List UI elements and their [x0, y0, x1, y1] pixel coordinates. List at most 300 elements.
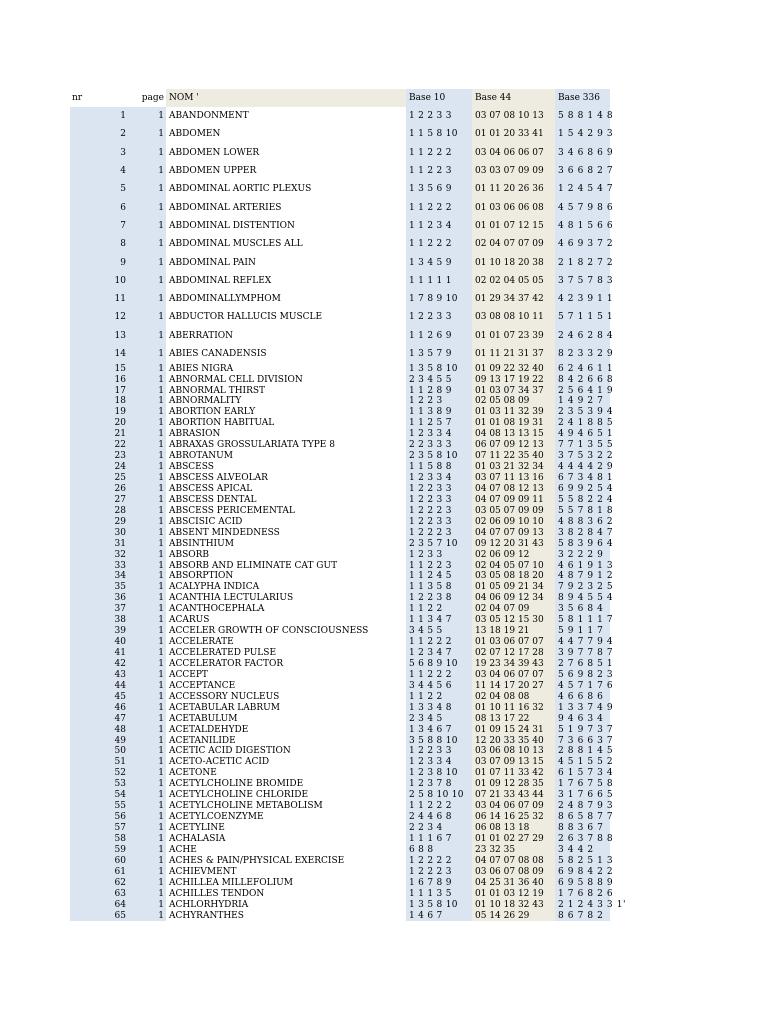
cell-nr: 13: [70, 327, 130, 345]
cell-page: 1: [130, 779, 166, 790]
cell-base44: 03 07 09 13 15: [472, 757, 555, 768]
cell-base10: 1 2 2 3: [406, 396, 472, 407]
table-row: [70, 669, 610, 680]
cell-page: 1: [130, 691, 166, 702]
cell-base336: 3 4 4 2: [555, 844, 610, 855]
cell-nr: 61: [70, 866, 130, 877]
cell-base336: 2 8 8 1 4 5: [555, 746, 610, 757]
cell-nom: ABNORMAL CELL DIVISION: [166, 374, 406, 385]
table-row: [70, 582, 610, 593]
cell-page: 1: [130, 180, 166, 198]
cell-base44: 02 04 07 07 09: [472, 235, 555, 253]
cell-page: 1: [130, 308, 166, 326]
cell-base336: 2 4 1 8 8 5: [555, 418, 610, 429]
cell-base44: 05 14 26 29: [472, 910, 555, 921]
table-row: [70, 418, 610, 429]
cell-page: 1: [130, 407, 166, 418]
table-row: [70, 144, 610, 162]
cell-page: 1: [130, 735, 166, 746]
table-row: [70, 290, 610, 308]
cell-base336: 2 3 5 3 9 4: [555, 407, 610, 418]
cell-nr: 58: [70, 833, 130, 844]
cell-base44: 01 11 20 26 36: [472, 180, 555, 198]
cell-base44: 03 08 08 10 11: [472, 308, 555, 326]
cell-nom: ACETO-ACETIC ACID: [166, 757, 406, 768]
cell-nom: ABDOMINAL REFLEX: [166, 272, 406, 290]
cell-base44: 03 06 07 08 09: [472, 866, 555, 877]
cell-base44: 02 04 08 08: [472, 691, 555, 702]
cell-base44: 03 05 12 15 30: [472, 615, 555, 626]
cell-nom: ACCESSORY NUCLEUS: [166, 691, 406, 702]
cell-page: 1: [130, 272, 166, 290]
cell-page: 1: [130, 144, 166, 162]
cell-base10: 1 2 2 3 3: [406, 746, 472, 757]
cell-nom: ABORTION HABITUAL: [166, 418, 406, 429]
cell-base10: 1 1 3 8 9: [406, 407, 472, 418]
cell-nr: 11: [70, 290, 130, 308]
cell-nr: 3: [70, 144, 130, 162]
cell-nom: ABDOMINAL ARTERIES: [166, 198, 406, 216]
cell-page: 1: [130, 866, 166, 877]
cell-base44: 02 04 07 09: [472, 604, 555, 615]
table-row: [70, 345, 610, 363]
cell-page: 1: [130, 473, 166, 484]
cell-base336: 4 5 1 5 5 2: [555, 757, 610, 768]
cell-base44: 01 05 09 21 34: [472, 582, 555, 593]
cell-page: 1: [130, 505, 166, 516]
cell-base44: 01 29 34 37 42: [472, 290, 555, 308]
cell-nom: ABDOMEN LOWER: [166, 144, 406, 162]
cell-nom: ABANDONMENT: [166, 107, 406, 125]
cell-page: 1: [130, 327, 166, 345]
table-row: [70, 505, 610, 516]
cell-page: 1: [130, 374, 166, 385]
cell-nr: 16: [70, 374, 130, 385]
table-row: [70, 308, 610, 326]
cell-page: 1: [130, 757, 166, 768]
table-row: [70, 702, 610, 713]
cell-page: 1: [130, 217, 166, 235]
cell-base10: 1 2 3 8 10: [406, 768, 472, 779]
cell-base336: 6 9 8 4 2 2: [555, 866, 610, 877]
cell-nr: 55: [70, 801, 130, 812]
cell-base336: 4 2 3 9 1 1: [555, 290, 610, 308]
cell-nr: 29: [70, 516, 130, 527]
cell-base10: 1 3 5 6 9: [406, 180, 472, 198]
table-row: [70, 735, 610, 746]
cell-nr: 32: [70, 549, 130, 560]
cell-nr: 53: [70, 779, 130, 790]
cell-nom: ABRAXAS GROSSULARIATA TYPE 8: [166, 440, 406, 451]
cell-base44: 04 25 31 36 40: [472, 877, 555, 888]
cell-page: 1: [130, 877, 166, 888]
table-row: [70, 235, 610, 253]
cell-page: 1: [130, 680, 166, 691]
cell-nr: 20: [70, 418, 130, 429]
table-row: [70, 604, 610, 615]
table-row: [70, 560, 610, 571]
cell-nr: 12: [70, 308, 130, 326]
cell-base10: 2 5 8 10 10: [406, 790, 472, 801]
cell-base336: 4 6 6 8 6: [555, 691, 610, 702]
cell-base10: 1 1 1 3 5: [406, 888, 472, 899]
cell-page: 1: [130, 107, 166, 125]
cell-base44: 11 14 17 20 27: [472, 680, 555, 691]
cell-page: 1: [130, 429, 166, 440]
column-header-base336: Base 336: [555, 89, 610, 107]
cell-base336: 1 7 6 8 2 6: [555, 888, 610, 899]
cell-base336: 5 7 1 1 5 1: [555, 308, 610, 326]
cell-base10: 1 2 3 3 4: [406, 757, 472, 768]
cell-base10: 1 1 2 2 2: [406, 669, 472, 680]
cell-base10: 1 2 2 2 2: [406, 855, 472, 866]
table-row: [70, 162, 610, 180]
cell-base336: 3 9 7 7 8 7: [555, 648, 610, 659]
table-row: [70, 680, 610, 691]
cell-base336: 5 5 7 8 1 8: [555, 505, 610, 516]
cell-base10: 1 2 3 3 4: [406, 429, 472, 440]
cell-page: 1: [130, 790, 166, 801]
cell-nom: ACHILLEA MILLEFOLIUM: [166, 877, 406, 888]
cell-base10: 1 3 3 4 8: [406, 702, 472, 713]
cell-base44: 01 03 21 32 34: [472, 462, 555, 473]
cell-nr: 49: [70, 735, 130, 746]
cell-base10: 1 2 3 4 7: [406, 648, 472, 659]
cell-nom: ACANTHOCEPHALA: [166, 604, 406, 615]
cell-nom: ABSENT MINDEDNESS: [166, 527, 406, 538]
cell-base10: 1 2 2 3 3: [406, 494, 472, 505]
cell-base44: 03 03 07 09 09: [472, 162, 555, 180]
cell-base10: 1 2 2 2 3: [406, 505, 472, 516]
cell-page: 1: [130, 582, 166, 593]
cell-nr: 7: [70, 217, 130, 235]
table-row: [70, 615, 610, 626]
cell-base44: 06 07 09 12 13: [472, 440, 555, 451]
cell-base336: 5 1 9 7 3 7: [555, 724, 610, 735]
cell-nom: ABRASION: [166, 429, 406, 440]
cell-nr: 33: [70, 560, 130, 571]
cell-base10: 1 1 2 6 9: [406, 327, 472, 345]
cell-base10: 1 1 2 2 2: [406, 637, 472, 648]
cell-base10: 1 1 2 2: [406, 604, 472, 615]
cell-base336: 2 7 6 8 5 1: [555, 658, 610, 669]
column-header-nr: nr: [70, 89, 130, 107]
cell-base336: 8 8 3 6 7: [555, 823, 610, 834]
cell-base44: 02 06 09 10 10: [472, 516, 555, 527]
cell-nr: 2: [70, 125, 130, 143]
cell-page: 1: [130, 888, 166, 899]
cell-page: 1: [130, 549, 166, 560]
cell-base44: 04 06 09 12 34: [472, 593, 555, 604]
cell-nr: 4: [70, 162, 130, 180]
cell-page: 1: [130, 823, 166, 834]
column-header-nom: NOM ': [166, 89, 406, 107]
spreadsheet: [70, 89, 627, 921]
cell-nr: 62: [70, 877, 130, 888]
cell-base336: 1 4 9 2 7: [555, 396, 610, 407]
cell-base336: 2 4 8 7 9 3: [555, 801, 610, 812]
cell-page: 1: [130, 440, 166, 451]
cell-nom: ABDOMINALLYMPHOM: [166, 290, 406, 308]
cell-base336: 3 7 5 7 8 3: [555, 272, 610, 290]
cell-nr: 47: [70, 713, 130, 724]
cell-base336: 5 5 8 2 2 4: [555, 494, 610, 505]
table-row: [70, 637, 610, 648]
cell-base10: 2 3 5 7 10: [406, 538, 472, 549]
cell-nr: 43: [70, 669, 130, 680]
cell-nom: ACETYLCHOLINE BROMIDE: [166, 779, 406, 790]
table-row: [70, 844, 610, 855]
column-header-page: page: [130, 89, 166, 107]
cell-base10: 1 4 6 7: [406, 910, 472, 921]
cell-base336: 2 1 2 4 3 3 1': [555, 899, 610, 910]
cell-nr: 21: [70, 429, 130, 440]
cell-nr: 63: [70, 888, 130, 899]
cell-base44: 06 14 16 25 32: [472, 812, 555, 823]
cell-nr: 17: [70, 385, 130, 396]
cell-base44: 03 07 08 10 13: [472, 107, 555, 125]
cell-base10: 1 1 1 1 1: [406, 272, 472, 290]
cell-base336: 2 1 8 2 7 2: [555, 253, 610, 271]
table-row: [70, 107, 610, 125]
cell-nr: 35: [70, 582, 130, 593]
table-row: [70, 910, 610, 921]
cell-page: 1: [130, 669, 166, 680]
cell-base44: 01 11 21 31 37: [472, 345, 555, 363]
cell-nr: 51: [70, 757, 130, 768]
cell-nom: ABDOMINAL MUSCLES ALL: [166, 235, 406, 253]
cell-base44: 04 07 07 09 13: [472, 527, 555, 538]
cell-nr: 64: [70, 899, 130, 910]
table-row: [70, 198, 610, 216]
cell-page: 1: [130, 494, 166, 505]
cell-page: 1: [130, 290, 166, 308]
cell-nr: 56: [70, 812, 130, 823]
cell-base44: 01 09 15 24 31: [472, 724, 555, 735]
cell-nom: ABDOMEN: [166, 125, 406, 143]
cell-base44: 02 02 04 05 05: [472, 272, 555, 290]
cell-base44: 06 08 13 18: [472, 823, 555, 834]
cell-nom: ACHALASIA: [166, 833, 406, 844]
table-row: [70, 327, 610, 345]
cell-page: 1: [130, 855, 166, 866]
cell-nom: ACCEPTANCE: [166, 680, 406, 691]
cell-base336: 7 9 2 3 2 5: [555, 582, 610, 593]
cell-nom: ACETYLINE: [166, 823, 406, 834]
table-row: [70, 272, 610, 290]
cell-nr: 44: [70, 680, 130, 691]
table-row: [70, 374, 610, 385]
cell-nom: ACCELERATED PULSE: [166, 648, 406, 659]
cell-base336: 6 9 9 2 5 4: [555, 483, 610, 494]
cell-nr: 1: [70, 107, 130, 125]
table-row: [70, 483, 610, 494]
cell-page: 1: [130, 125, 166, 143]
cell-base10: 1 1 2 2 2: [406, 144, 472, 162]
cell-base336: 4 5 7 9 8 6: [555, 198, 610, 216]
cell-base336: 3 4 6 8 6 9: [555, 144, 610, 162]
cell-nr: 41: [70, 648, 130, 659]
cell-base10: 1 2 2 3 3: [406, 516, 472, 527]
cell-page: 1: [130, 462, 166, 473]
cell-nr: 60: [70, 855, 130, 866]
cell-base44: 07 11 22 35 40: [472, 451, 555, 462]
cell-nom: ABROTANUM: [166, 451, 406, 462]
cell-base336: 5 8 3 9 6 4: [555, 538, 610, 549]
cell-base44: 01 03 11 32 39: [472, 407, 555, 418]
table-row: [70, 691, 610, 702]
cell-page: 1: [130, 899, 166, 910]
cell-base10: 1 2 3 7 8: [406, 779, 472, 790]
cell-nom: ACCELERATE: [166, 637, 406, 648]
table-row: [70, 462, 610, 473]
cell-nom: ACETONE: [166, 768, 406, 779]
cell-base336: 7 7 1 3 5 5: [555, 440, 610, 451]
cell-nr: 28: [70, 505, 130, 516]
cell-nr: 45: [70, 691, 130, 702]
cell-base44: 01 01 07 12 15: [472, 217, 555, 235]
cell-base10: 2 4 4 6 8: [406, 812, 472, 823]
cell-base44: 03 04 06 06 07: [472, 144, 555, 162]
cell-page: 1: [130, 483, 166, 494]
cell-base336: 3 6 6 8 2 7: [555, 162, 610, 180]
cell-base10: 1 6 7 8 9: [406, 877, 472, 888]
table-row: [70, 473, 610, 484]
cell-base44: 07 21 33 43 44: [472, 790, 555, 801]
cell-nr: 18: [70, 396, 130, 407]
cell-page: 1: [130, 235, 166, 253]
cell-base44: 01 03 07 34 37: [472, 385, 555, 396]
cell-base10: 1 2 2 3 3: [406, 308, 472, 326]
cell-base10: 1 2 3 3 4: [406, 473, 472, 484]
cell-base336: 7 3 6 6 3 7: [555, 735, 610, 746]
cell-nom: ACETANILIDE: [166, 735, 406, 746]
cell-base44: 01 03 06 06 08: [472, 198, 555, 216]
cell-base44: 03 05 07 09 09: [472, 505, 555, 516]
cell-page: 1: [130, 626, 166, 637]
cell-nr: 30: [70, 527, 130, 538]
cell-base44: 04 07 08 12 13: [472, 483, 555, 494]
cell-nom: ABSCESS DENTAL: [166, 494, 406, 505]
cell-nom: ABSORB: [166, 549, 406, 560]
table-row: [70, 648, 610, 659]
cell-nom: ACCELERATOR FACTOR: [166, 658, 406, 669]
cell-page: 1: [130, 801, 166, 812]
cell-nom: ABIES CANADENSIS: [166, 345, 406, 363]
cell-base10: 1 1 2 8 9: [406, 385, 472, 396]
cell-base336: 8 9 4 5 5 4: [555, 593, 610, 604]
table-row: [70, 451, 610, 462]
table-row: [70, 516, 610, 527]
cell-base10: 2 3 5 8 10: [406, 451, 472, 462]
cell-base336: 6 9 5 8 8 9: [555, 877, 610, 888]
cell-nom: ABSCESS APICAL: [166, 483, 406, 494]
cell-nr: 65: [70, 910, 130, 921]
cell-base336: 9 4 6 3 4: [555, 713, 610, 724]
cell-page: 1: [130, 910, 166, 921]
cell-base10: 1 1 5 8 8: [406, 462, 472, 473]
cell-page: 1: [130, 702, 166, 713]
cell-base44: 02 05 08 09: [472, 396, 555, 407]
table-row: [70, 125, 610, 143]
cell-nom: ACCELER GROWTH OF CONSCIOUSNESS: [166, 626, 406, 637]
table-row: [70, 877, 610, 888]
cell-base336: 3 2 2 2 9: [555, 549, 610, 560]
cell-page: 1: [130, 363, 166, 374]
cell-nr: 42: [70, 658, 130, 669]
cell-nr: 54: [70, 790, 130, 801]
cell-base10: 1 3 5 8 10: [406, 363, 472, 374]
cell-base44: 03 04 06 07 09: [472, 801, 555, 812]
table-row: [70, 779, 610, 790]
cell-nom: ACCEPT: [166, 669, 406, 680]
cell-page: 1: [130, 527, 166, 538]
cell-nom: ACETIC ACID DIGESTION: [166, 746, 406, 757]
cell-base10: 1 7 8 9 10: [406, 290, 472, 308]
table-row: [70, 658, 610, 669]
table-row: [70, 855, 610, 866]
cell-nom: ACHILLES TENDON: [166, 888, 406, 899]
cell-page: 1: [130, 658, 166, 669]
cell-base44: 23 32 35: [472, 844, 555, 855]
cell-base10: 1 2 2 2 3: [406, 527, 472, 538]
cell-base10: 3 4 4 5 6: [406, 680, 472, 691]
cell-nom: ABDOMINAL PAIN: [166, 253, 406, 271]
cell-base10: 1 1 5 8 10: [406, 125, 472, 143]
cell-nom: ABIES NIGRA: [166, 363, 406, 374]
cell-base44: 01 01 20 33 41: [472, 125, 555, 143]
cell-page: 1: [130, 648, 166, 659]
cell-base10: 1 1 2 2 2: [406, 235, 472, 253]
cell-nom: ACALYPHA INDICA: [166, 582, 406, 593]
cell-base44: 03 05 08 18 20: [472, 571, 555, 582]
cell-nr: 6: [70, 198, 130, 216]
cell-nom: ABDOMEN UPPER: [166, 162, 406, 180]
cell-nr: 48: [70, 724, 130, 735]
cell-nom: ACHE: [166, 844, 406, 855]
cell-nr: 23: [70, 451, 130, 462]
cell-base10: 3 5 8 8 10: [406, 735, 472, 746]
cell-nom: ABSCESS PERICEMENTAL: [166, 505, 406, 516]
cell-nom: ABSORB AND ELIMINATE CAT GUT: [166, 560, 406, 571]
cell-base10: 5 6 8 9 10: [406, 658, 472, 669]
table-row: [70, 396, 610, 407]
table-row: [70, 626, 610, 637]
cell-base10: 1 2 3 3: [406, 549, 472, 560]
cell-base10: 2 3 4 5 5: [406, 374, 472, 385]
cell-base336: 3 5 6 8 4: [555, 604, 610, 615]
cell-base336: 4 8 1 5 6 6: [555, 217, 610, 235]
table-row: [70, 407, 610, 418]
cell-nr: 46: [70, 702, 130, 713]
cell-nr: 52: [70, 768, 130, 779]
cell-base336: 3 7 5 3 2 2: [555, 451, 610, 462]
cell-base44: 04 08 13 13 15: [472, 429, 555, 440]
cell-nr: 50: [70, 746, 130, 757]
cell-base10: 2 2 3 4: [406, 823, 472, 834]
cell-nr: 14: [70, 345, 130, 363]
cell-nom: ABSCESS: [166, 462, 406, 473]
cell-page: 1: [130, 724, 166, 735]
table-row: [70, 549, 610, 560]
cell-page: 1: [130, 637, 166, 648]
cell-base44: 13 18 19 21: [472, 626, 555, 637]
cell-page: 1: [130, 451, 166, 462]
cell-base336: 3 1 7 6 6 5: [555, 790, 610, 801]
cell-base10: 1 2 2 3 3: [406, 483, 472, 494]
cell-base336: 8 6 5 8 7 7: [555, 812, 610, 823]
cell-page: 1: [130, 198, 166, 216]
